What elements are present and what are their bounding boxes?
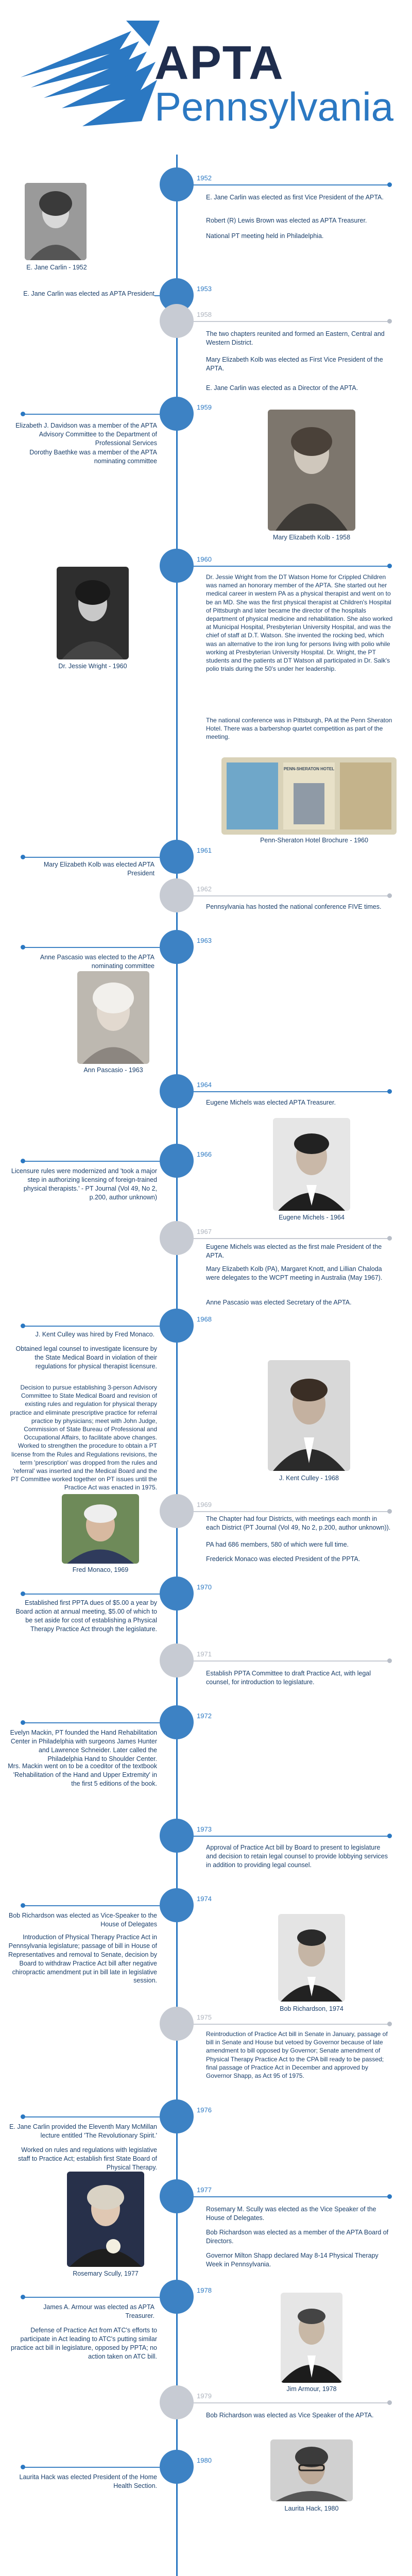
year-label-1979: 1979 [197,2392,212,2400]
divider-endpoint [21,1720,25,1725]
photo-caption: Bob Richardson, 1974 [280,2005,344,2012]
divider-endpoint [387,564,392,568]
timeline-node-1977 [160,2179,194,2213]
timeline-entry: Rosemary M. Scully was elected as the Vice Speaker of the House of Delegates. [206,2206,376,2222]
timeline-entry: James A. Armour was elected as APTA Treasurer. [43,2303,154,2319]
timeline-node-1960 [160,549,194,583]
richardson-photo [278,1914,345,2002]
wright-photo [57,567,129,659]
carlin-photo [25,183,87,260]
timeline-node-1968 [160,1309,194,1343]
divider-endpoint [21,412,25,416]
year-label-1963: 1963 [197,937,212,944]
timeline-divider [193,1091,389,1092]
timeline-divider [23,2116,160,2117]
timeline-entry: Licensure rules were modernized and 'took a major step in authorizing licensing of foreign-trained physical therapists.' - PT Journal (Vol 49, No 2, p.200, author unknown) [11,1167,157,1201]
timeline-divider [193,1836,389,1837]
divider-endpoint [21,1591,25,1596]
year-label-1970: 1970 [197,1583,212,1591]
timeline-node-1969 [160,1494,194,1528]
divider-endpoint [387,319,392,324]
year-label-1961: 1961 [197,846,212,854]
divider-endpoint [387,2022,392,2026]
timeline-divider [193,1660,389,1662]
timeline-divider [193,1238,389,1239]
timeline-node-1959 [160,397,194,431]
armour-photo [281,2293,342,2383]
timeline-entry: Worked on rules and regulations with legislative staff to Practice Act; establish first State Board of Physical Therapy. [18,2146,157,2171]
timeline-entry: Anne Pascasio was elected to the APTA nominating committee [40,954,154,970]
timeline-entry: The Chapter had four Districts, with meetings each month in each District (PT Journal (Vol 49, No 2, p.200, author unknown)). [206,1515,391,1531]
timeline-entry: Elizabeth J. Davidson was a member of the APTA Advisory Committee to the Department of Professional Services [15,422,157,447]
divider-endpoint [387,1834,392,1838]
timeline-node-1964 [160,1074,194,1108]
photo-caption: Mary Elizabeth Kolb - 1958 [272,534,351,541]
divider-endpoint [387,182,392,187]
timeline-entry: Eugene Michels was elected as the first male President of the APTA. [206,1243,382,1259]
timeline-node-1966 [160,1144,194,1178]
timeline-entry: Mrs. Mackin went on to be a coeditor of the textbook 'Rehabilitation of the Hand and Upper Extremity' in the first 5 editions of the book. [8,1762,157,1787]
timeline-entry: Frederick Monaco was elected President of the PPTA. [206,1555,360,1563]
divider-endpoint [387,1658,392,1663]
year-label-1964: 1964 [197,1081,212,1089]
timeline-node-1972 [160,1705,194,1739]
timeline-entry: E. Jane Carlin provided the Eleventh Mary McMillan lecture entitled 'The Revolutionary Spirit.' [9,2123,157,2139]
year-label-1980: 1980 [197,2456,212,2464]
timeline-divider [23,1905,160,1906]
divider-endpoint [387,1509,392,1514]
timeline-node-1952 [160,167,194,201]
timeline-entry: Established first PPTA dues of $5.00 a year by Board action at annual meeting, $5.00 of which to be set aside for cost of establishing a Physical Therapy Practice Act through the legislature. [15,1599,157,1633]
monaco-photo [62,1494,139,1564]
photo-caption: Dr. Jessie Wright - 1960 [58,663,127,670]
timeline-entry: Bob Richardson was elected as Vice-Speaker to the House of Delegates [8,1912,157,1928]
timeline-entry: The two chapters reunited and formed an Eastern, Central and Western District. [206,330,385,346]
year-label-1973: 1973 [197,1825,212,1833]
timeline-node-1973 [160,1819,194,1853]
timeline-divider [193,321,389,322]
timeline-entry: E. Jane Carlin was elected as a Director of the APTA. [206,384,358,392]
timeline-divider [23,1594,160,1595]
timeline-node-1967 [160,1221,194,1255]
year-label-1969: 1969 [197,1501,212,1509]
timeline-entry: National PT meeting held in Philadelphia. [206,232,324,240]
timeline-entry: Mary Elizabeth Kolb was elected APTA President [43,861,154,877]
hack-photo [270,2439,353,2501]
divider-endpoint [21,945,25,950]
apta-logo-icon [21,21,160,134]
timeline-divider [23,857,160,858]
timeline-entry: Obtained legal counsel to investigate licensure by the State Medical Board in violation of their regulations for physical therapist licensure. [15,1345,157,1370]
divider-endpoint [387,2400,392,2405]
year-label-1975: 1975 [197,2013,212,2021]
timeline-entry: Introduction of Physical Therapy Practice Act in Pennsylvania legislature; passage of bill in House of Representatives and removal to Senate, decision by Board to withdraw Practice Act bill after negative chiropractic amendment put in bill late in legislative session. [8,1934,157,1985]
timeline-entry: Robert (R) Lewis Brown was elected as APTA Treasurer. [206,217,367,224]
year-label-1976: 1976 [197,2106,212,2114]
timeline-entry: PA had 686 members, 580 of which were full time. [206,1541,349,1548]
divider-endpoint [21,1324,25,1328]
timeline-entry: Bob Richardson was elected as a member of the APTA Board of Directors. [206,2229,389,2245]
michels-photo [273,1118,350,1211]
timeline-divider [193,1511,389,1512]
logo-subtitle: Pennsylvania [154,84,393,129]
photo-caption: J. Kent Culley - 1968 [279,1475,339,1482]
timeline-node-1958 [160,304,194,338]
year-label-1971: 1971 [197,1650,212,1658]
timeline-divider [193,184,389,185]
photo-caption: Rosemary Scully, 1977 [73,2270,139,2277]
divider-endpoint [21,2295,25,2299]
timeline-entry: Decision to pursue establishing 3-person Advisory Committee to State Medical Board and revision of existing rules and regulation for physical therapy practice and eliminate prescriptive practice for referral practice by physicians; meet with John Judge, Commission of State Bureau of Professional and Occupational Affairs, to facilitate above changes. Worked to strengthen the procedure to obtain a PT license from the Rules and Regulations revisions, the term 'prescription' was dropped from the rules and 'referral' was inserted and the Medical Board and the PT Committee worked together on PT issues until the Practice Act was enacted in 1975. [10,1384,157,1492]
timeline-entry: Laurita Hack was elected President of the Home Health Section. [19,2473,157,2489]
divider-endpoint [387,1089,392,1094]
year-label-1966: 1966 [197,1150,212,1158]
timeline-node-1963 [160,930,194,964]
year-label-1974: 1974 [197,1895,212,1903]
year-label-1953: 1953 [197,285,212,293]
timeline-divider [23,1722,160,1723]
timeline-node-1976 [160,2099,194,2133]
photo-caption: Jim Armour, 1978 [286,2385,337,2393]
timeline-entry: Eugene Michels was elected APTA Treasurer. [206,1099,336,1106]
timeline-node-1978 [160,2280,194,2314]
timeline-entry: Approval of Practice Act bill by Board to present to legislature and decision to retain legal counsel to provide lobbying services in addition to providing legal counsel. [206,1844,388,1869]
timeline-entry: Defense of Practice Act from ATC's efforts to participate in Act leading to ATC's putting similar practice act bill in legislature, opposed by PPTA; no action taken on ATC bill. [11,2327,157,2360]
timeline-node-1975 [160,2007,194,2041]
timeline-node-1962 [160,878,194,912]
year-label-1952: 1952 [197,174,212,182]
timeline-entry: Mary Elizabeth Kolb was elected as First Vice President of the APTA. [206,356,383,372]
timeline-entry: Reintroduction of Practice Act bill in Senate in January, passage of bill in Senate and House but vetoed by Governor because of late amendment to bill opposed by Governor; Senate amendment of Physical Therapy Practice Act to the CPA bill ready to be passed; final passage of Practice Act in December and approved by Governor Shapp, as Act 95 of 1975. [206,2030,388,2079]
logo-title: APTA [154,37,284,89]
year-label-1958: 1958 [197,311,212,318]
divider-endpoint [387,2194,392,2199]
timeline-node-1974 [160,1888,194,1922]
year-label-1959: 1959 [197,403,212,411]
header [0,0,412,139]
timeline-entry: Evelyn Mackin, PT founded the Hand Rehabilitation Center in Philadelphia with surgeons James Hunter and Lawrence Schneider. Later called the Philadelphia Hand to Shoulder Center. [10,1729,157,1762]
divider-endpoint [387,893,392,898]
timeline-entry: Dorothy Baethke was a member of the APTA nominating committee [29,449,157,465]
timeline-entry: Bob Richardson was elected as Vice Speaker of the APTA. [206,2412,374,2419]
timeline-divider [23,1161,160,1162]
timeline-divider [193,2196,389,2197]
photo-caption: Penn-Sheraton Hotel Brochure - 1960 [260,837,368,844]
photo-caption: Fred Monaco, 1969 [72,1566,129,1573]
divider-endpoint [21,2465,25,2469]
year-label-1962: 1962 [197,885,212,893]
timeline-divider [23,1326,160,1327]
photo-caption: E. Jane Carlin - 1952 [26,264,87,271]
timeline-divider [193,566,389,567]
year-label-1960: 1960 [197,555,212,563]
divider-endpoint [21,855,25,859]
kolb-photo [268,410,355,531]
timeline-entry: E. Jane Carlin was elected as first Vice President of the APTA. [206,194,384,201]
year-label-1968: 1968 [197,1315,212,1323]
timeline-divider [23,2297,160,2298]
timeline-divider [23,947,160,948]
timeline-entry: Dr. Jessie Wright from the DT Watson Home for Crippled Children was named an honorary member of the APTA. She started out her medical career in western PA as a physical therapist and went on to be an MD. She was the first physical therapist at Children's Hospital of Pittsburgh and later became the director of the hospitals department of physical medicine and rehabilitation. She also worked at Municipal Hospital, Presbyterian University Hospital, and was the chief of staff at D.T. Watson. She invented the rocking bed, which was an alternative to the iron lung for persons living with polio while working at Presbyterian University Hospital. Dr. Wright, the PT students and the patients at DT Watson all participated in Dr. Salk's polio trials during the 50's under her leadership. [206,573,393,673]
timeline-node-1980 [160,2450,194,2484]
year-label-1978: 1978 [197,2286,212,2294]
timeline-entry: Governor Milton Shapp declared May 8-14 Physical Therapy Week in Pennsylvania. [206,2252,379,2268]
timeline-entry: E. Jane Carlin was elected as APTA President [21,290,154,298]
timeline-divider [193,2024,389,2025]
photo-caption: Eugene Michels - 1964 [279,1214,345,1221]
timeline-entry: The national conference was in Pittsburgh, PA at the Penn Sheraton Hotel. There was a barbershop quartet competition as part of the meeting. [206,717,392,741]
photo-caption: Laurita Hack, 1980 [284,2505,339,2512]
timeline-divider [23,2467,160,2468]
brochure-image [221,757,397,835]
timeline-node-1971 [160,1643,194,1677]
timeline-entry: Anne Pascasio was elected Secretary of the APTA. [206,1299,352,1306]
year-label-1972: 1972 [197,1712,212,1720]
divider-endpoint [21,1159,25,1163]
scully-photo [67,2172,144,2267]
year-label-1967: 1967 [197,1228,212,1235]
divider-endpoint [21,1903,25,1908]
pascasio-photo [77,971,149,1064]
timeline-node-1979 [160,2385,194,2419]
timeline-divider [23,414,160,415]
timeline-entry: Pennsylvania has hosted the national conference FIVE times. [206,903,382,910]
year-label-1977: 1977 [197,2186,212,2194]
timeline-node-1961 [160,840,194,874]
culley-photo [268,1360,350,1471]
timeline-divider [193,895,389,896]
timeline-entry: Mary Elizabeth Kolb (PA), Margaret Knott, and Lillian Chaloda were delegates to the WCPT meeting in Australia (May 1967). [206,1265,383,1281]
photo-caption: Ann Pascasio - 1963 [83,1066,143,1074]
timeline-node-1970 [160,1577,194,1611]
divider-endpoint [387,1236,392,1241]
timeline-divider [193,2402,389,2403]
timeline-entry: J. Kent Culley was hired by Fred Monaco. [35,1331,154,1338]
timeline-entry: Establish PPTA Committee to draft Practice Act, with legal counsel, for introduction to legislature. [206,1670,371,1686]
divider-endpoint [21,2114,25,2119]
brochure-title: PENN-SHERATON HOTEL [283,767,335,771]
